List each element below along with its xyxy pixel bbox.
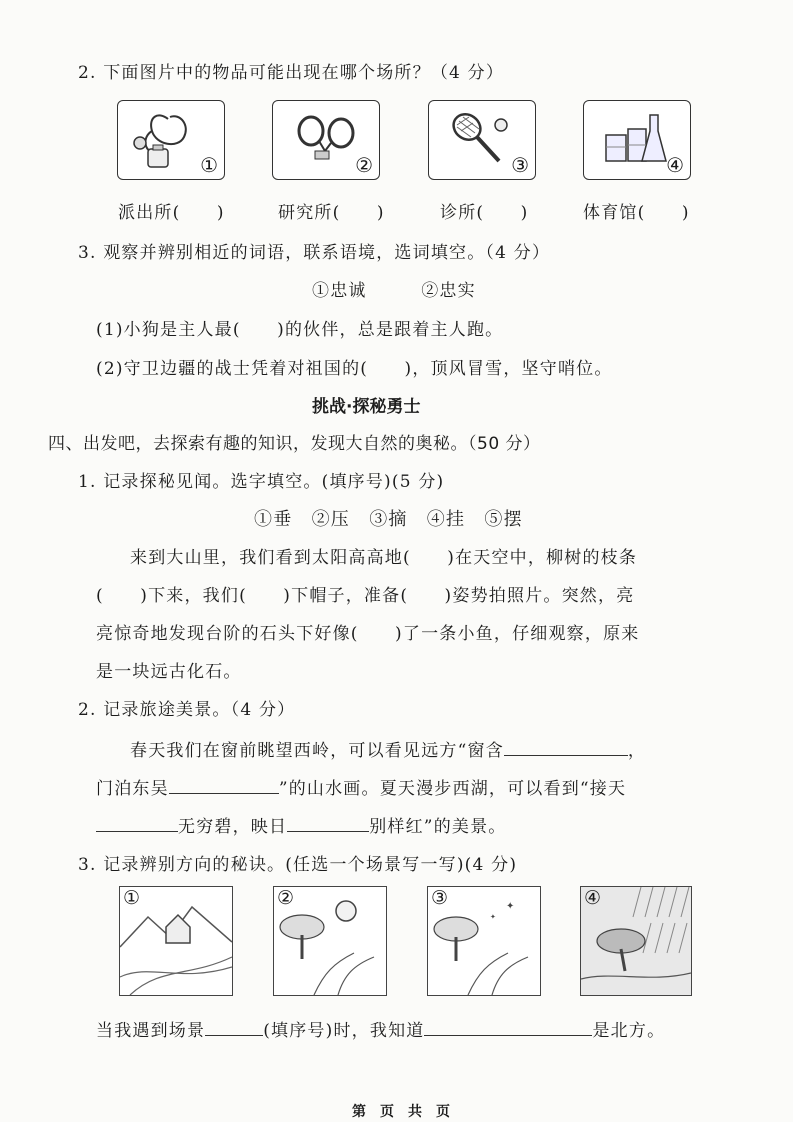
item-box-4 bbox=[583, 100, 691, 180]
p2-line-1-end: ， bbox=[627, 741, 647, 761]
svg-text:✦: ✦ bbox=[490, 913, 496, 921]
north-method-blank[interactable] bbox=[424, 1035, 592, 1036]
p2-line-2 bbox=[96, 774, 626, 799]
item-number-1: ① bbox=[200, 153, 218, 177]
p3-answer-text-a: 当我遇到场景 bbox=[96, 1021, 206, 1041]
poem-blank-1[interactable] bbox=[504, 755, 628, 756]
q3-sentence-2: (2)守卫边疆的战士凭着对祖国的( )，顶风冒雪，坚守哨位。 bbox=[96, 359, 613, 379]
item-number-2: ② bbox=[355, 153, 373, 177]
place-police-station: 派出所( ) bbox=[118, 203, 225, 223]
q3-title: 3. 观察并辨别相近的词语，联系语境，选词填空。（4 分） bbox=[78, 243, 551, 263]
item-box-3 bbox=[428, 100, 536, 180]
scene-4 bbox=[580, 886, 692, 996]
poem-blank-4[interactable] bbox=[287, 831, 369, 832]
p3-answer-text-c: 是北方。 bbox=[592, 1021, 666, 1041]
place-research-institute: 研究所( ) bbox=[278, 203, 385, 223]
challenge-heading: 挑战·探秘勇士 bbox=[312, 397, 421, 417]
p1-options: ①垂 ②压 ③摘 ④挂 ⑤摆 bbox=[254, 509, 523, 530]
p2-line-3-end: 别样红”的美景。 bbox=[369, 817, 507, 837]
scene-number-blank[interactable] bbox=[205, 1035, 263, 1036]
page-footer: 第 页 共 页 bbox=[352, 1104, 450, 1120]
scene-2 bbox=[273, 886, 387, 996]
p2-line-1 bbox=[130, 736, 646, 761]
item-number-4: ④ bbox=[666, 153, 684, 177]
place-gymnasium: 体育馆( ) bbox=[583, 203, 690, 223]
p2-line-1-text: 春天我们在窗前眺望西岭，可以看见远方“窗含 bbox=[130, 741, 504, 761]
p1-line-1: 来到大山里，我们看到太阳高高地( )在天空中，柳树的枝条 bbox=[130, 548, 638, 568]
p2-title: 2. 记录旅途美景。（4 分） bbox=[78, 700, 296, 720]
p3-title: 3. 记录辨别方向的秘诀。(任选一个场景写一写)(4 分) bbox=[78, 855, 518, 875]
section-4-heading: 四、出发吧，去探索有趣的知识，发现大自然的奥秘。（50 分） bbox=[48, 434, 541, 454]
p1-line-4: 是一块远古化石。 bbox=[96, 662, 242, 682]
poem-blank-3[interactable] bbox=[96, 831, 178, 832]
scene-number-1: ① bbox=[123, 887, 141, 909]
poem-blank-2[interactable] bbox=[169, 793, 279, 794]
item-box-2 bbox=[272, 100, 380, 180]
scene-number-4: ④ bbox=[584, 887, 602, 909]
q2-title: 2. 下面图片中的物品可能出现在哪个场所？（4 分） bbox=[78, 63, 505, 83]
p3-answer-line bbox=[96, 1016, 665, 1041]
p2-line-3-text: 无穷碧，映日 bbox=[178, 817, 288, 837]
scene-3 bbox=[427, 886, 541, 996]
scene-1 bbox=[119, 886, 233, 996]
item-box-1 bbox=[117, 100, 225, 180]
p3-answer-text-b: (填序号)时，我知道 bbox=[263, 1021, 425, 1041]
p1-line-2: ( )下来，我们( )下帽子，准备( )姿势拍照片。突然，亮 bbox=[96, 586, 635, 606]
p2-line-2-text: 门泊东吴 bbox=[96, 779, 169, 799]
svg-text:✦: ✦ bbox=[506, 901, 515, 912]
p1-title: 1. 记录探秘见闻。选字填空。(填序号)(5 分) bbox=[78, 472, 445, 492]
item-number-3: ③ bbox=[511, 153, 529, 177]
p1-line-3: 亮惊奇地发现台阶的石头下好像( )了一条小鱼，仔细观察，原来 bbox=[96, 624, 640, 644]
p2-line-3 bbox=[96, 812, 507, 837]
q3-sentence-1: (1)小狗是主人最( )的伙伴，总是跟着主人跑。 bbox=[96, 320, 504, 340]
q3-options: ①忠诚 ②忠实 bbox=[312, 281, 476, 301]
scene-number-2: ② bbox=[277, 887, 295, 909]
scene-number-3: ③ bbox=[431, 887, 449, 909]
place-clinic: 诊所( ) bbox=[440, 203, 529, 223]
p2-line-2-end: ”的山水画。夏天漫步西湖，可以看到“接天 bbox=[278, 779, 627, 799]
